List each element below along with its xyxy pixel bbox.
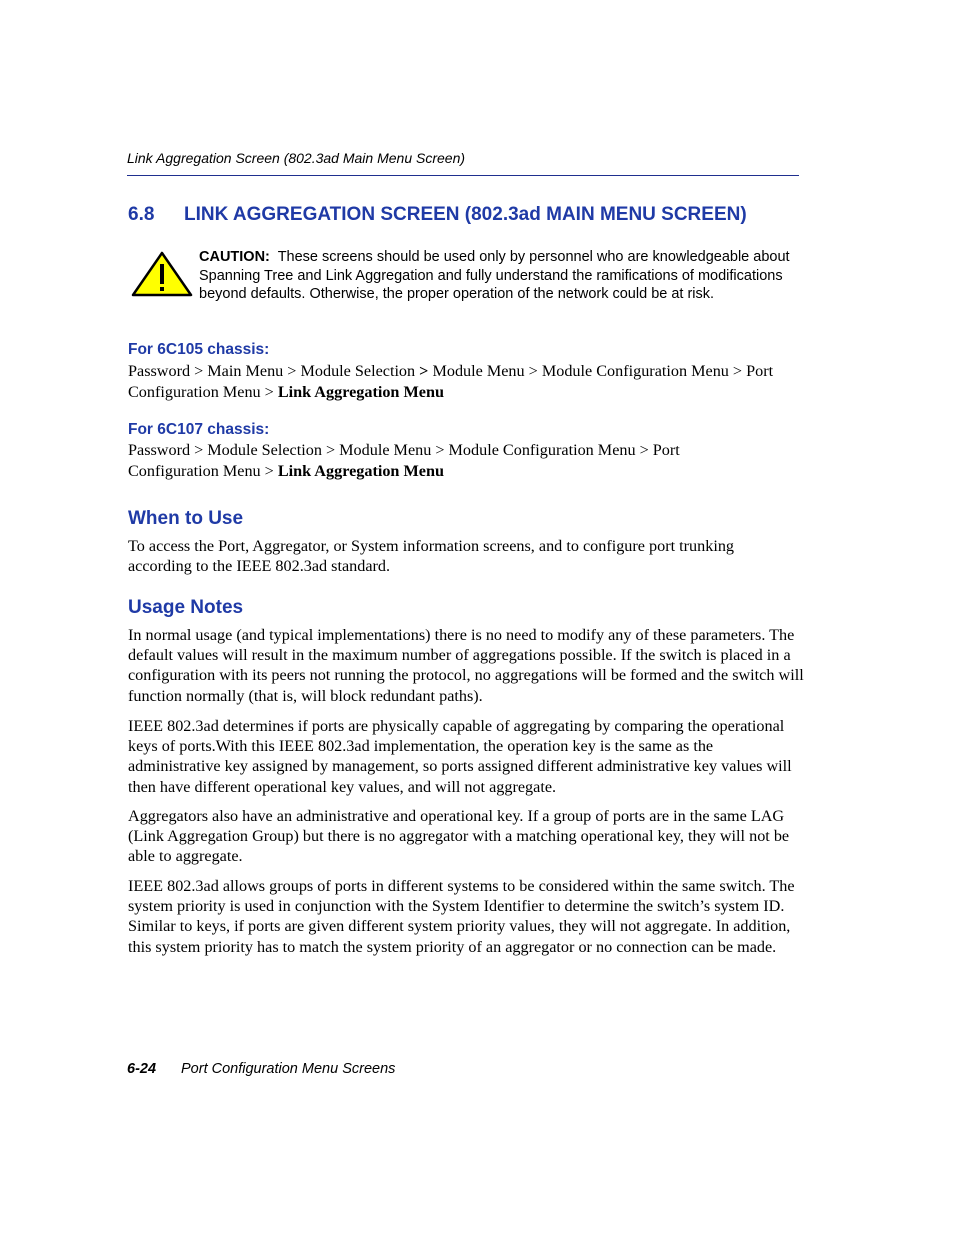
- usage-paragraph-1: In normal usage (and typical implementations) there is no need to modify any of these parameters. The default values will result in the maximum number of aggregations possible. If the switch is placed in a configuration with its peers not running the protocol, no aggregations will be formed and the switch will function normally (that is, will block redundant paths).: [128, 626, 804, 705]
- caution-body: These screens should be used only by personnel who are knowledgeable about Spanning Tree and Link Aggregation and fully understand the ramifications of modifications beyond defaults. Otherwise, the proper operation of the network could be at risk.: [199, 249, 790, 303]
- chassis-6c105-path-b: Module Menu > Module Configuration Menu > Port Configuration Menu >: [128, 362, 774, 401]
- chassis-6c105-sep: >: [419, 362, 429, 380]
- chassis-6c107-path: [128, 440, 728, 481]
- chassis-6c105-heading: For 6C105 chassis:: [128, 341, 270, 358]
- header-rule: [127, 175, 799, 176]
- chassis-6c105-path: [128, 361, 808, 402]
- chassis-6c107-target: Link Aggregation Menu: [277, 461, 444, 480]
- usage-notes-heading: Usage Notes: [128, 597, 244, 618]
- page-footer: [127, 1061, 395, 1077]
- section-title-text: LINK AGGREGATION SCREEN (802.3ad MAIN MENU SCREEN): [184, 204, 747, 225]
- caution-notice: [199, 248, 799, 304]
- when-to-use-text: To access the Port, Aggregator, or System information screens, and to configure port trunking according to the IEEE 802.3ad standard.: [128, 537, 735, 576]
- running-header: Link Aggregation Screen (802.3ad Main Menu Screen): [127, 150, 466, 166]
- chassis-6c105-path-a: Password > Main Menu > Module Selection: [128, 362, 420, 380]
- page-number: 6-24: [127, 1061, 157, 1077]
- chassis-6c107-heading: For 6C107 chassis:: [128, 421, 270, 438]
- chassis-6c105-target: Link Aggregation Menu: [277, 382, 444, 401]
- chassis-6c107-path-text: Password > Module Selection > Module Menu > Module Configuration Menu > Port Configuration Menu >: [128, 441, 680, 480]
- section-number: 6.8: [128, 204, 155, 225]
- section-title: [128, 204, 747, 226]
- caution-label: CAUTION:: [199, 249, 270, 265]
- usage-paragraph-2: IEEE 802.3ad determines if ports are physically capable of aggregating by comparing the operational keys of ports.With this IEEE 802.3ad implementation, the operation key is the same as the administrative key assigned by management, so ports assigned different administrative key values will then have different operational key values, and will not aggregate.: [128, 717, 792, 796]
- caution-triangle-icon: [130, 250, 194, 298]
- when-to-use-heading: When to Use: [128, 508, 244, 529]
- footer-title: Port Configuration Menu Screens: [181, 1061, 396, 1077]
- usage-paragraph-4: IEEE 802.3ad allows groups of ports in different systems to be considered within the same switch. The system priority is used in conjunction with the System Identifier to determine the switch’s system ID. Similar to keys, if ports are given different system priority values, they will not aggregate. In addition, this system priority has to match the system priority of an aggregator or no connection can be made.: [128, 877, 795, 956]
- usage-paragraph-3: Aggregators also have an administrative and operational key. If a group of ports are in the same LAG (Link Aggregation Group) but there is no aggregator with a matching operational key, they will not be able to aggregate.: [128, 807, 790, 866]
